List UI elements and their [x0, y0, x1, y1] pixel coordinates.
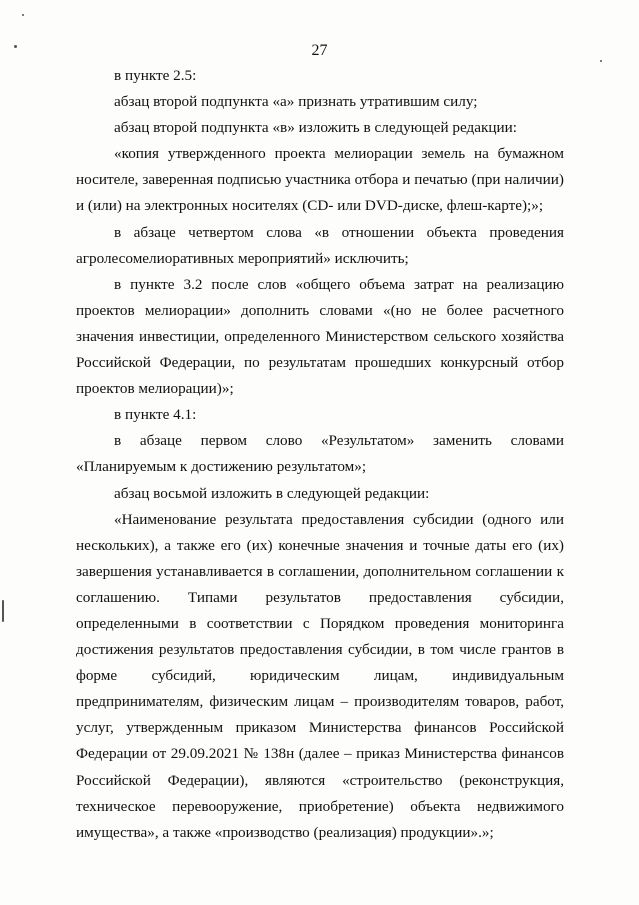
document-body	[76, 63, 564, 846]
quoted-paragraph: «Наименование результата предоставления субсидии (одного или нескольких), а также его (их) конечные значения и точные даты его (их) завершения устанавливается в соглашении, дополнительном соглашении к соглашению. Типами результатов предоставления субсидии, определенными в соответствии с Порядком проведения мониторинга достижения результатов предоставления субсидии, в том числе грантов в форме субсидий, юридическим лицам, индивидуальным предпринимателям, физическим лицам – производителям товаров, работ, услуг, утвержденным приказом Министерства финансов Российской Федерации от 29.09.2021 № 138н (далее – приказ Министерства финансов Российской Федерации), являются «строительство (реконструкция, техническое перевооружение, приобретение) объекта недвижимого имущества», а также «производство (реализация) продукции».»;	[76, 510, 564, 841]
paragraph: абзац второй подпункта «в» изложить в следующей редакции:	[114, 119, 517, 137]
page-number: 27	[311, 42, 328, 59]
paragraph: в пункте 4.1:	[114, 406, 197, 424]
paragraph: в абзаце первом слово «Результатом» заменить словами «Планируемым к достижению результатом»;	[76, 432, 564, 476]
scan-speck	[2, 600, 4, 622]
scan-speck	[22, 14, 24, 16]
paragraph: в пункте 3.2 после слов «общего объема затрат на реализацию проектов мелиорации» дополнить словами «(но не более расчетного значения инвестиции, определенного Министерством сельского хозяйства Российской Федерации, по результатам прошедших конкурсный отбор проектов мелиорации)»;	[76, 275, 564, 398]
paragraph: в абзаце четвертом слова «в отношении объекта проведения агролесомелиоративных мероприятий» исключить;	[76, 223, 564, 267]
paragraph: в пункте 2.5:	[114, 67, 197, 84]
paragraph: абзац второй подпункта «а» признать утратившим силу;	[114, 93, 478, 111]
paragraph: абзац восьмой изложить в следующей редакции:	[114, 484, 430, 502]
quoted-paragraph: «копия утвержденного проекта мелиорации земель на бумажном носителе, заверенная подписью участника отбора и печатью (при наличии) и (или) на электронных носителях (CD- или DVD-диске, флеш-карте);»;	[76, 145, 564, 215]
scan-speck	[600, 60, 602, 62]
